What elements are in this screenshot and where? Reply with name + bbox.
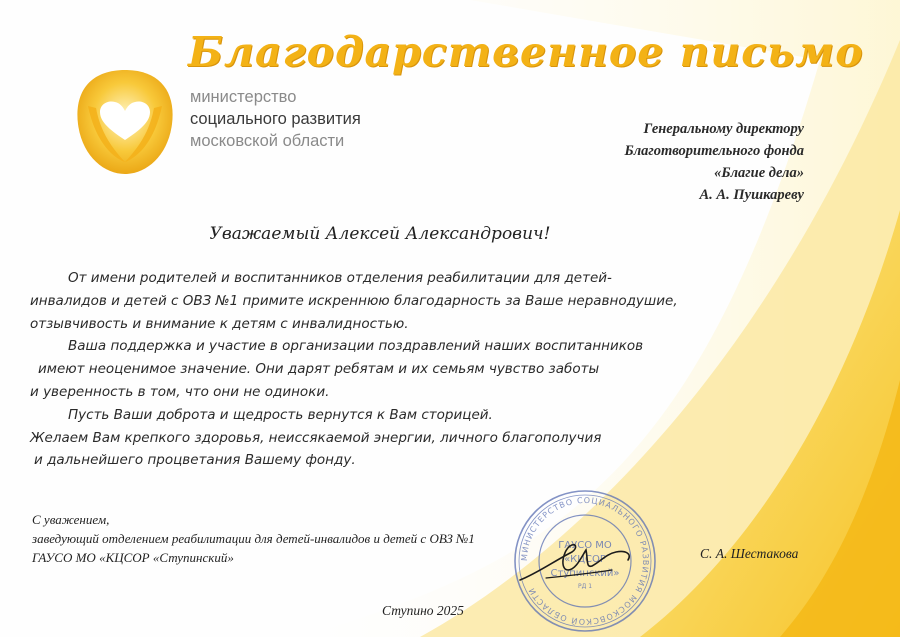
body-line: Ваша поддержка и участие в организации поздравлений наших воспитанников: [68, 338, 644, 355]
signer-name: С. А. Шестакова: [700, 546, 799, 561]
addressee-line: «Благие дела»: [714, 165, 804, 181]
body-line: отзывчивость и внимание к детям с инвалидностью.: [30, 315, 409, 332]
signoff-block: [32, 510, 475, 567]
stamp-center-text: ГАУСО МО: [558, 540, 612, 551]
addressee-block: [624, 118, 804, 206]
body-line: инвалидов и детей с ОВЗ №1 примите искреннюю благодарность за Ваше неравнодушие,: [30, 292, 678, 309]
body-line: Пусть Ваши доброта и щедрость вернутся к Вам сторицей.: [68, 406, 493, 423]
stamp-center-text: РД 1: [577, 583, 593, 590]
ministry-name: [190, 86, 361, 152]
addressee-line: Благотворительного фонда: [624, 143, 804, 159]
body-line: От имени родителей и воспитанников отделения реабилитации для детей-: [68, 270, 612, 286]
stamp-ring-text: МИНИСТЕРСТВО СОЦИАЛЬНОГО РАЗВИТИЯ МОСКОВСКОЙ ОБЛАСТИ: [519, 495, 651, 627]
ministry-line: социального развития: [190, 110, 361, 128]
letter-body: [30, 267, 720, 472]
heart-in-hands-icon: [70, 66, 180, 178]
body-line: и уверенность в том, что они не одиноки.: [30, 383, 330, 400]
signoff-line: заведующий отделением реабилитации для детей-инвалидов и детей с ОВЗ №1: [32, 531, 475, 546]
stamp-center-text: «КЦСОР: [564, 554, 606, 565]
body-line: Желаем Вам крепкого здоровья, неиссякаемой энергии, личного благополучия: [30, 429, 602, 446]
body-line: и дальнейшего процветания Вашему фонду.: [34, 452, 356, 469]
addressee-line: А. А. Пушкареву: [699, 187, 804, 203]
ministry-line: московской области: [190, 132, 345, 150]
addressee-line: Генеральному директору: [643, 121, 804, 137]
stamp-center-text: Ступинский»: [550, 568, 620, 579]
body-line: имеют неоценимое значение. Они дарят ребятам и их семьям чувство заботы: [38, 361, 600, 378]
city-year: Ступино 2025: [382, 603, 464, 618]
signoff-line: ГАУСО МО «КЦСОР «Ступинский»: [32, 550, 234, 565]
handwritten-signature: [516, 530, 636, 590]
letter-title: Благодарственное письмо: [188, 28, 864, 76]
salutation: Уважаемый Алексей Александрович!: [209, 224, 551, 244]
ministry-line: министерство: [190, 88, 297, 106]
signoff-line: С уважением,: [32, 512, 110, 527]
